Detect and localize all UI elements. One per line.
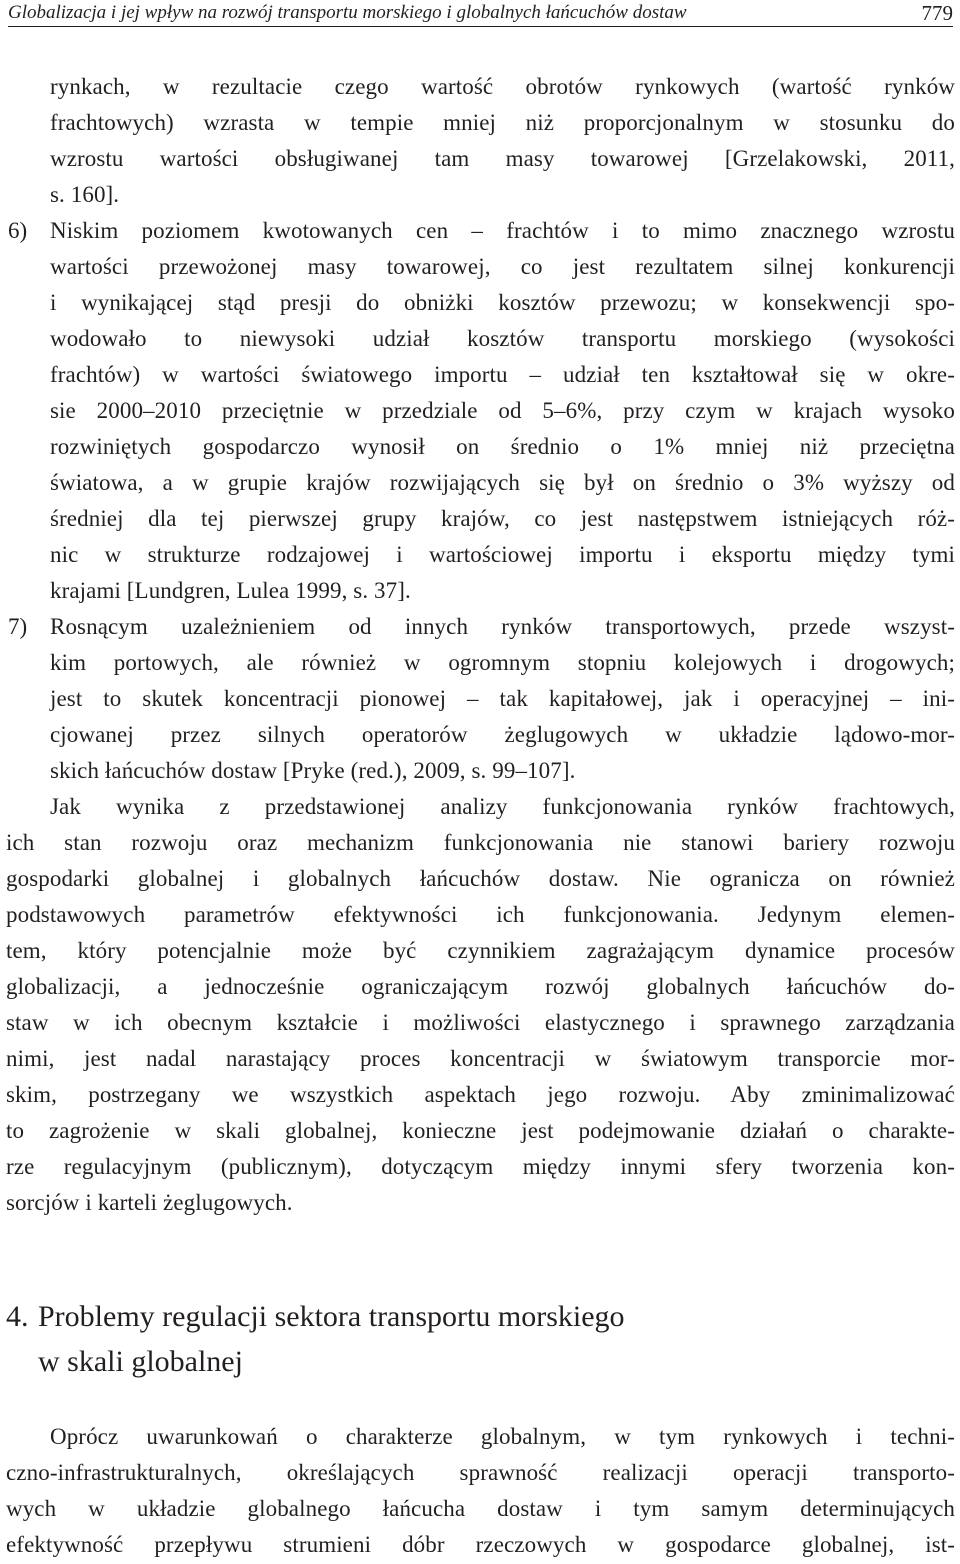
text-line: wartości przewożonej masy towarowej, co jest rezultatem silnej konkurencji xyxy=(50,254,955,279)
text-line: Rosnącym uzależnieniem od innych rynków transportowych, przede wszyst- xyxy=(50,614,955,639)
text-line: wodowało to niewysoki udział kosztów transportu morskiego (wysokości xyxy=(50,326,955,351)
list-marker: 6) xyxy=(8,218,28,243)
text-line: sie 2000–2010 przeciętnie w przedziale od 5–6%, przy czym w krajach wysoko xyxy=(50,398,955,423)
text-line: czno-infrastrukturalnych, określających sprawność realizacji operacji transporto- xyxy=(6,1460,955,1485)
text-line: kim portowych, ale również w ogromnym stopniu kolejowych i drogowych; xyxy=(50,650,955,675)
text-line: gospodarki globalnej i globalnych łańcuchów dostaw. Nie ogranicza on również xyxy=(6,866,955,891)
text-line: rozwiniętych gospodarczo wynosił on średnio o 1% mniej niż przeciętna xyxy=(50,434,955,459)
text-line: globalizacji, a jednocześnie ograniczającym rozwój globalnych łańcuchów do- xyxy=(6,974,955,999)
text-line: tem, który potencjalnie może być czynnikiem zagrażającym dynamice procesów xyxy=(6,938,955,963)
text-line: wych w układzie globalnego łańcucha dostaw i tym samym determinujących xyxy=(6,1496,955,1521)
text-line: skich łańcuchów dostaw [Pryke (red.), 2009, s. 99–107]. xyxy=(50,758,576,783)
text-line: Jak wynika z przedstawionej analizy funkcjonowania rynków frachtowych, xyxy=(50,794,955,819)
text-line: frachtowych) wzrasta w tempie mniej niż proporcjonalnym w stosunku do xyxy=(50,110,955,135)
section-title: Problemy regulacji sektora transportu morskiego xyxy=(38,1300,625,1333)
text-line: krajami [Lundgren, Lulea 1999, s. 37]. xyxy=(50,578,411,603)
text-line: średniej dla tej pierwszej grupy krajów, co jest następstwem istniejących róż- xyxy=(50,506,955,531)
text-line: sorcjów i karteli żeglugowych. xyxy=(6,1190,293,1215)
text-line: ich stan rozwoju oraz mechanizm funkcjonowania nie stanowi bariery rozwoju xyxy=(6,830,955,855)
text-line: i wynikającej stąd presji do obniżki kosztów przewozu; w konsekwencji spo- xyxy=(50,290,955,315)
text-line: nic w strukturze rodzajowej i wartościowej importu i eksportu między tymi xyxy=(50,542,955,567)
text-line: Niskim poziomem kwotowanych cen – frachtów i to mimo znacznego wzrostu xyxy=(50,218,955,243)
running-head-title: Globalizacja i jej wpływ na rozwój transportu morskiego i globalnych łańcuchów dostaw xyxy=(8,2,687,23)
text-line: rze regulacyjnym (publicznym), dotyczącym między innymi sfery tworzenia kon- xyxy=(6,1154,955,1179)
text-line: s. 160]. xyxy=(50,182,120,207)
text-line: efektywność przepływu strumieni dóbr rzeczowych w gospodarce globalnej, ist- xyxy=(6,1532,955,1557)
section-title-continued: w skali globalnej xyxy=(38,1345,243,1378)
list-marker: 7) xyxy=(8,614,28,639)
page-number: 779 xyxy=(921,1,953,25)
text-line: to zagrożenie w skali globalnej, konieczne jest podejmowanie działań o charakte- xyxy=(6,1118,955,1143)
section-number: 4. xyxy=(6,1300,29,1333)
running-head xyxy=(8,2,953,27)
text-line: frachtów) w wartości światowego importu – udział ten kształtował się w okre- xyxy=(50,362,955,387)
text-line: nimi, jest nadal narastający proces koncentracji w światowym transporcie mor- xyxy=(6,1046,955,1071)
text-line: rynkach, w rezultacie czego wartość obrotów rynkowych (wartość rynków xyxy=(50,74,955,99)
text-line: skim, postrzegany we wszystkich aspektach jego rozwoju. Aby zminimalizować xyxy=(6,1082,955,1107)
text-line: cjowanej przez silnych operatorów żeglugowych w układzie lądowo-mor- xyxy=(50,722,955,747)
text-line: Oprócz uwarunkowań o charakterze globalnym, w tym rynkowych i techni- xyxy=(50,1424,955,1449)
text-line: światowa, a w grupie krajów rozwijających się był on średnio o 3% wyższy od xyxy=(50,470,955,495)
text-line: jest to skutek koncentracji pionowej – tak kapitałowej, jak i operacyjnej – ini- xyxy=(50,686,955,711)
text-line: wzrostu wartości obsługiwanej tam masy towarowej [Grzelakowski, 2011, xyxy=(50,146,955,171)
text-line: staw w ich obecnym kształcie i możliwości elastycznego i sprawnego zarządzania xyxy=(6,1010,955,1035)
text-line: podstawowych parametrów efektywności ich funkcjonowania. Jedynym elemen- xyxy=(6,902,955,927)
